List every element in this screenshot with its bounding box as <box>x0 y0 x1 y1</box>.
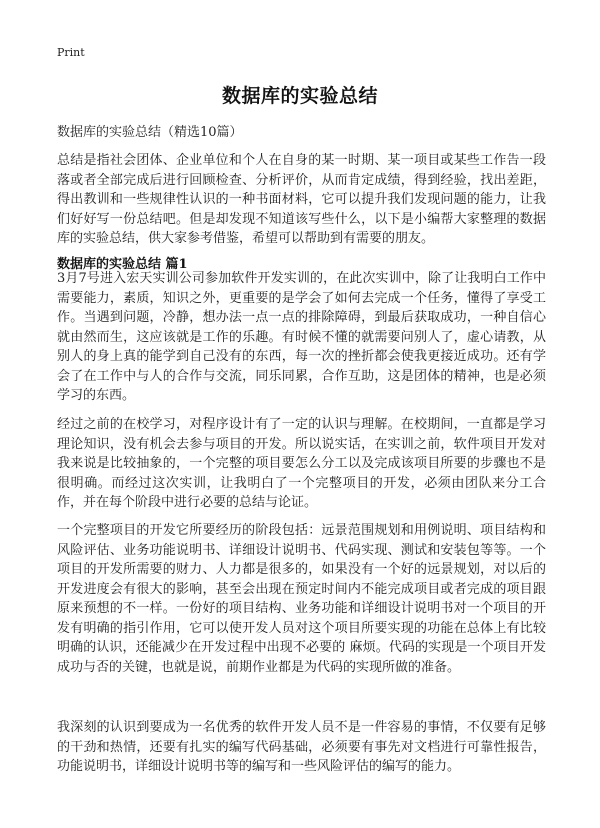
page-title: 数据库的实验总结 <box>221 85 378 107</box>
body-paragraph-1: 3月7号进入宏天实训公司参加软件开发实训的，在此次实训中，除了让我明白工作中需要能力，素质，知识之外，更重要的是学会了如何去完成一个任务，懂得了享受工作。当遇到问题，冷静，想办法一点一点的排除障碍，到最后获取成功，一种自信心就由然而生，这应该就是工作的乐趣。有时候不懂的就需要问别人了，虚心请教，从别人的身上真的能学到自己没有的东西，每一次的挫折都会使我更接近成功。还有学会了在工作中与人的合作与交流，同乐同累，合作互助，这是团体的精神，也是必须学习的东西。 <box>57 271 546 403</box>
intro-paragraph: 总结是指社会团体、企业单位和个人在自身的某一时期、某一项目或某些工作告一段落或者全部完成后进行回顾检查、分析评价，从而肯定成绩，得到经验，找出差距，得出教训和一些规律性认识的一种书面材料，它可以提升我们发现问题的能力，让我们好好写一份总结吧。但是却发现不知道该写些什么，以下是小编帮大家整理的数据库的实验总结，供大家参考借鉴，希望可以帮助到有需要的朋友。 <box>57 153 546 246</box>
body-paragraph-3: 一个完整项目的开发它所要经历的阶段包括：远景范围规划和用例说明、项目结构和风险评估、业务功能说明书、详细设计说明书、代码实现、测试和安装包等等。一个项目的开发所需要的财力、人力都是很多的，如果没有一个好的远景规划，对以后的开发进度会有很大的影响，甚至会出现在预定时间内不能完成项目或者完成的项目跟原来预想的不一样。一份好的项目结构、业务功能和详细设计说明书对一个项目的开发有明确的指引作用，它可以使开发人员对这个项目所要实现的功能在总体上有比较明确的认识，还能减少在开发过程中出现不必要的 麻烦。代码的实现是一个项目开发成功与否的关键，也就是说，前期作业都是为代码的实现所做的准备。 <box>57 523 546 675</box>
document-subtitle: 数据库的实验总结（精选10篇） <box>57 125 243 140</box>
section-heading: 数据库的实验总结 篇1 <box>57 257 188 272</box>
body-paragraph-4: 我深刻的认识到要成为一名优秀的软件开发人员不是一件容易的事情，不仅要有足够的干劲和热情，还要有扎实的编写代码基础，必须要有事先对文档进行可靠性报告，功能说明书，详细设计说明书等的编写和一些风险评估的编写的能力。 <box>57 720 546 774</box>
body-paragraph-2: 经过之前的在校学习，对程序设计有了一定的认识与理解。在校期间，一直都是学习理论知识，没有机会去参与项目的开发。所以说实话，在实训之前，软件项目开发对我来说是比较抽象的，一个完整的项目要怎么分工以及完成该项目所要的步骤也不是很明确。而经过这次实训，让我明白了一个完整项目的开发，必须由团队来分工合作，并在每个阶段中进行必要的总结与论证。 <box>57 417 546 510</box>
print-link[interactable]: Print <box>57 46 85 59</box>
